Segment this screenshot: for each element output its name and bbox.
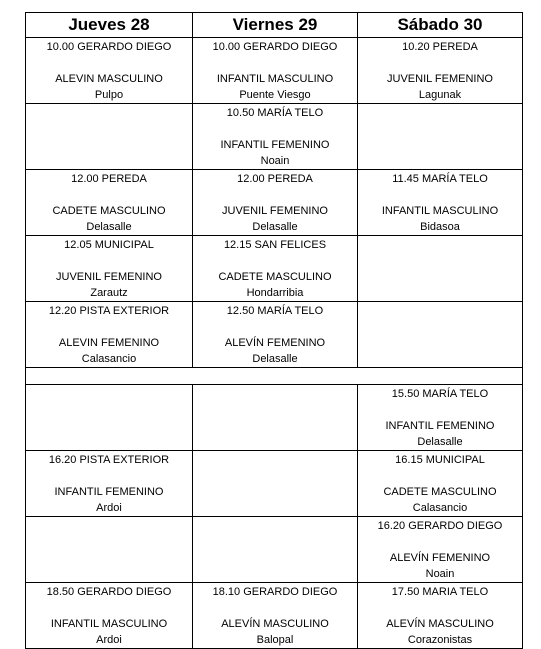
match-team: Ardoi [96,634,122,646]
schedule-body [26,38,523,649]
match-cell [193,236,358,302]
match-info [358,170,522,235]
match-team: Delasalle [252,221,298,233]
match-team: Calasancio [81,353,137,365]
match-team: Bidasoa [420,221,460,233]
match-category: INFANTIL FEMENINO [220,139,330,151]
match-info [193,236,357,301]
match-team: Ardoi [96,502,122,514]
spacer [26,468,192,484]
match-time: 12.00 PEREDA [237,173,313,185]
match-category: INFANTIL FEMENINO [385,420,495,432]
spacer [26,187,192,203]
match-cell [26,38,193,104]
schedule-row [26,451,523,517]
match-category: ALEVÍN FEMENINO [224,337,326,349]
spacer [193,253,357,269]
match-cell [26,583,193,649]
match-time: 12.05 MUNICIPAL [64,239,154,251]
schedule-row [26,236,523,302]
match-time: 17.50 MARIA TELO [391,586,489,598]
match-category: ALEVIN MASCULINO [55,73,163,85]
match-team: Noain [425,568,455,580]
empty-cell [26,517,193,583]
match-info [193,38,357,103]
match-category: ALEVÍN MASCULINO [386,618,494,630]
match-time: 18.50 GERARDO DIEGO [46,586,172,598]
empty-cell [26,104,193,170]
match-time: 10.50 MARÍA TELO [226,107,324,119]
spacer [193,319,357,335]
empty-cell [358,104,523,170]
match-info [358,583,522,648]
separator-cell [26,368,523,385]
match-time: 16.20 PISTA EXTERIOR [48,454,170,466]
match-category: INFANTIL MASCULINO [216,73,334,85]
match-time: 12.00 PEREDA [71,173,147,185]
match-team: Delasalle [86,221,132,233]
match-category: ALEVÍN FEMENINO [389,552,491,564]
match-info [26,38,192,103]
spacer [26,600,192,616]
match-cell [26,236,193,302]
spacer [26,319,192,335]
match-cell [358,517,523,583]
match-time: 16.15 MUNICIPAL [395,454,485,466]
match-cell [193,302,358,368]
header-day: Viernes 29 [193,13,358,38]
match-category: ALEVIN FEMENINO [58,337,160,349]
match-time: 10.00 GERARDO DIEGO [212,41,338,53]
match-cell [26,451,193,517]
match-cell [26,170,193,236]
spacer [193,187,357,203]
match-team: Delasalle [417,436,463,448]
match-cell [193,38,358,104]
separator-row [26,368,523,385]
schedule-row [26,104,523,170]
match-category: JUVENIL FEMENINO [222,205,328,217]
spacer [358,600,522,616]
match-cell [358,583,523,649]
match-time: 16.20 GERARDO DIEGO [377,520,503,532]
match-category: ALEVÍN MASCULINO [221,618,329,630]
match-time: 11.45 MARÍA TELO [392,173,488,185]
match-cell [193,583,358,649]
match-info [193,104,357,169]
header-row [26,13,523,38]
match-info [26,170,192,235]
match-team: Pulpo [94,89,124,101]
match-time: 18.10 GERARDO DIEGO [212,586,338,598]
match-cell [358,385,523,451]
match-team: Hondarribia [246,287,304,299]
match-category: CADETE MASCULINO [52,205,166,217]
match-time: 10.20 PEREDA [402,41,478,53]
schedule-row [26,385,523,451]
match-info [193,583,357,648]
spacer [358,55,522,71]
match-cell [358,451,523,517]
match-info [26,302,192,367]
match-time: 12.50 MARÍA TELO [226,305,324,317]
match-team: Puente Viesgo [239,89,311,101]
spacer [193,121,357,137]
empty-cell [358,236,523,302]
spacer [358,187,522,203]
spacer [358,534,522,550]
match-info [26,236,192,301]
spacer [26,253,192,269]
match-cell [193,104,358,170]
match-team: Corazonistas [407,634,473,646]
match-category: JUVENIL FEMENINO [387,73,493,85]
header-day: Sábado 30 [358,13,523,38]
match-category: CADETE MASCULINO [218,271,332,283]
match-info [358,385,522,450]
match-info [26,583,192,648]
match-category: JUVENIL FEMENINO [56,271,162,283]
empty-cell [358,302,523,368]
match-time: 12.15 SAN FELICES [223,239,327,251]
empty-cell [193,517,358,583]
match-category: INFANTIL MASCULINO [381,205,499,217]
spacer [193,600,357,616]
match-team: Calasancio [412,502,468,514]
schedule-row [26,517,523,583]
match-cell [26,302,193,368]
spacer [26,55,192,71]
match-time: 12.20 PISTA EXTERIOR [48,305,170,317]
match-time: 10.00 GERARDO DIEGO [46,41,172,53]
spacer [358,402,522,418]
spacer [193,55,357,71]
match-info [358,451,522,516]
match-cell [358,38,523,104]
schedule-row [26,302,523,368]
match-info [193,302,357,367]
empty-cell [193,385,358,451]
match-category: INFANTIL FEMENINO [54,486,164,498]
schedule-row [26,583,523,649]
match-category: CADETE MASCULINO [383,486,497,498]
header-day: Jueves 28 [26,13,193,38]
match-info [358,517,522,582]
schedule-row [26,38,523,104]
match-info [193,170,357,235]
empty-cell [193,451,358,517]
match-team: Zarautz [90,287,128,299]
match-info [358,38,522,103]
match-info [26,451,192,516]
match-team: Balopal [256,634,294,646]
empty-cell [26,385,193,451]
match-cell [358,170,523,236]
spacer [358,468,522,484]
match-team: Delasalle [252,353,298,365]
match-team: Lagunak [418,89,462,101]
schedule-row [26,170,523,236]
match-time: 15.50 MARÍA TELO [391,388,489,400]
match-cell [193,170,358,236]
match-category: INFANTIL MASCULINO [50,618,168,630]
schedule-table [25,12,523,649]
match-team: Noain [260,155,290,167]
